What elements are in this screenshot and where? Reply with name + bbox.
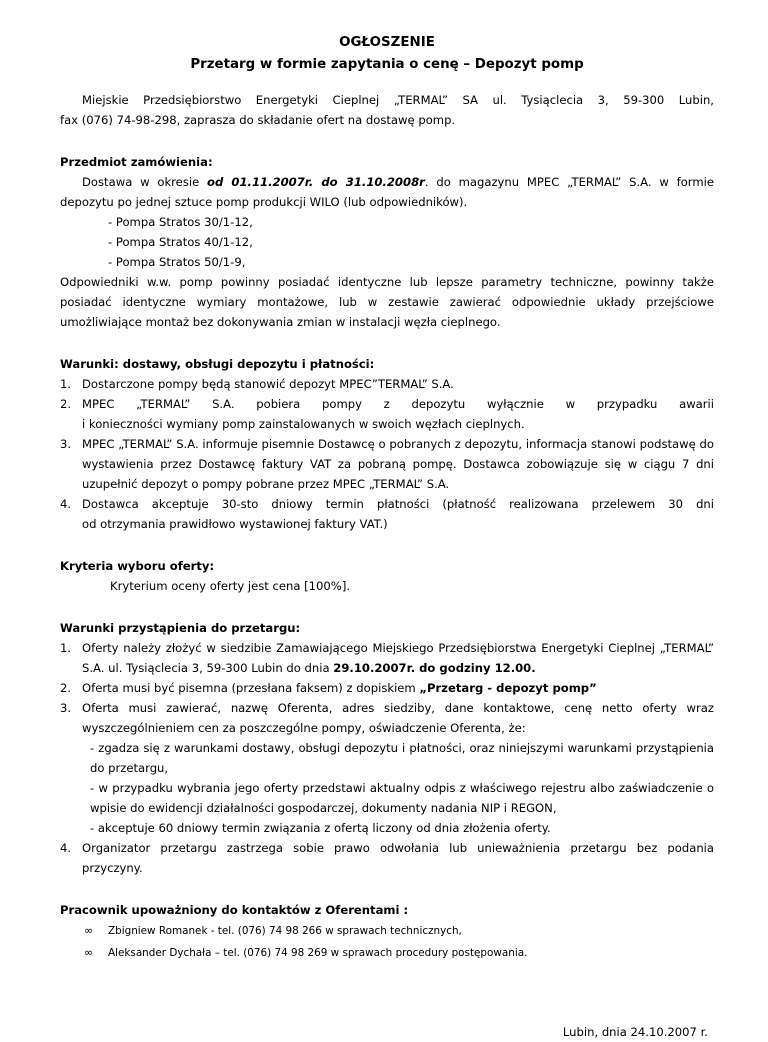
section-warunki: [60, 354, 714, 534]
przystapienie-list: [60, 638, 714, 738]
declaration-list: [60, 738, 714, 838]
list-item: [60, 494, 714, 534]
list-number: 4.: [60, 497, 72, 511]
section-kryteria: [60, 556, 714, 596]
list-item-text: Oferta musi zawierać, nazwę Oferenta, adres siedziby, dane kontaktowe, cenę netto oferty wraz wyszczególnieniem cen za poszczególne pompy, oświadczenie Oferenta, że:: [82, 701, 714, 735]
list-number: 1.: [60, 641, 72, 655]
contact-item: [60, 942, 714, 964]
contact-text: Zbigniew Romanek - tel. (076) 74 98 266 w sprawach technicznych,: [108, 925, 462, 937]
declaration-item: - akceptuje 60 dniowy termin związania z ofertą liczony od dnia złożenia oferty.: [90, 821, 551, 835]
infinity-bullet-icon: ∞: [84, 924, 94, 937]
przedmiot-paragraph-2: Odpowiedniki w.w. pomp powinny posiadać identyczne lub lepsze parametry techniczne, powinny także posiadać identyczne wymiary montażowe, lub w zestawie zawierać odpowiednie układy przejściowe umożliwiające montaż bez dokonywania zmian w instalacji węzła cieplnego.: [60, 275, 714, 329]
section-przedmiot: [60, 152, 714, 332]
declaration-item: - w przypadku wybrania jego oferty przedstawi aktualny odpis z właściwego rejestru albo zaświadczenie o wpisie do ewidencji działalności gospodarczej, dokumenty nadania NIP i REGON,: [90, 781, 714, 815]
list-number: 3.: [60, 437, 72, 451]
list-item-text-part: Oferta musi być pisemna (przesłana faksem) z dopiskiem: [82, 681, 420, 695]
list-item-text: [82, 638, 714, 678]
deadline-text: 29.10.2007r. do godziny 12.00.: [333, 661, 536, 675]
list-number: 2.: [60, 681, 72, 695]
pump-item: - Pompa Stratos 40/1-12,: [108, 235, 253, 249]
pump-item: - Pompa Stratos 50/1-9,: [108, 255, 246, 269]
list-number: 3.: [60, 701, 72, 715]
intro-paragraph: [60, 90, 714, 130]
document-title: OGŁOSZENIE: [339, 35, 435, 50]
offer-label-text: „Przetarg - depozyt pomp”: [419, 681, 597, 695]
przedmiot-paragraph-1-cont: depozytu po jednej sztuce pomp produkcji WILO (lub odpowiedników).: [60, 195, 468, 209]
contact-item: [60, 920, 714, 942]
section-heading-przedmiot: Przedmiot zamówienia:: [60, 155, 213, 169]
kryteria-text: Kryterium oceny oferty jest cena [100%].: [110, 579, 351, 593]
list-item-text: [82, 678, 714, 698]
contact-text: Aleksander Dychała – tel. (076) 74 98 269 w sprawach procedury postępowania.: [108, 947, 528, 959]
intro-line-1: Miejskie Przedsiębiorstwo Energetyki Cieplnej „TERMAL” SA ul. Tysiąclecia 3, 59-300 Lubin,: [82, 93, 714, 107]
infinity-bullet-icon: ∞: [84, 946, 94, 959]
section-heading-kryteria: Kryteria wyboru oferty:: [60, 559, 215, 573]
warunki-list: [60, 374, 714, 534]
intro-line-2: fax (076) 74-98-298, zaprasza do składanie ofert na dostawę pomp.: [60, 113, 456, 127]
document-page: [60, 32, 714, 1042]
list-number: 2.: [60, 397, 72, 411]
delivery-period: od 01.11.2007r. do 31.10.2008r: [207, 175, 425, 189]
list-item: [60, 638, 714, 678]
list-item: [60, 678, 714, 698]
document-subtitle: Przetarg w formie zapytania o cenę – Depozyt pomp: [190, 57, 584, 72]
list-item-text-cont: i konieczności wymiany pomp zainstalowanych w swoich węzłach cieplnych.: [82, 417, 525, 431]
list-item-text: Organizator przetargu zastrzega sobie prawo odwołania lub unieważnienia przetargu bez podania przyczyny.: [82, 841, 714, 875]
list-item: [60, 698, 714, 738]
pump-item: - Pompa Stratos 30/1-12,: [108, 215, 253, 229]
declaration-item: - zgadza się z warunkami dostawy, obsługi depozytu i płatności, oraz niniejszymi warunkami przystąpienia do przetargu,: [90, 741, 714, 775]
przedmiot-paragraph-1: [60, 172, 714, 192]
przedmiot-text-cont: . do magazynu MPEC „TERMAL” S.A. w formie: [424, 175, 715, 189]
signature-date: Lubin, dnia 24.10.2007 r.: [562, 1025, 708, 1039]
przystapienie-list-cont: [60, 838, 714, 878]
list-item: [60, 838, 714, 878]
przedmiot-text: Dostawa w okresie: [82, 175, 208, 189]
list-item: [60, 434, 714, 494]
section-kontakt: [60, 900, 714, 964]
list-item-text: Dostawca akceptuje 30-sto dniowy termin płatności (płatność realizowana przelewem 30 dni: [82, 497, 714, 511]
section-przystapienie: [60, 618, 714, 878]
section-heading-warunki: Warunki: dostawy, obsługi depozytu i płatności:: [60, 357, 375, 371]
list-number: 4.: [60, 841, 72, 855]
list-number: 1.: [60, 377, 72, 391]
list-item-text: Dostarczone pompy będą stanowić depozyt MPEC”TERMAL” S.A.: [82, 377, 454, 391]
list-item-text-cont: od otrzymania prawidłowo wystawionej faktury VAT.): [82, 517, 388, 531]
section-heading-kontakt: Pracownik upoważniony do kontaktów z Oferentami :: [60, 903, 409, 917]
list-item-text-part: Oferty należy złożyć w siedzibie Zamawiającego Miejskiego Przedsiębiorstwa Energetyki Cieplnej „TERMAL” S.A. ul. Tysiąclecia 3, 59-300 Lubin do dnia: [82, 641, 714, 675]
list-item: [60, 394, 714, 434]
section-heading-przystapienie: Warunki przystąpienia do przetargu:: [60, 621, 301, 635]
list-item-text: MPEC „TERMAL” S.A. informuje pisemnie Dostawcę o pobranych z depozytu, informacja stanowi podstawę do wystawienia przez Dostawcę faktury VAT za pobraną pompę. Dostawca zobowiązuje się w ciągu 7 dni uzupełnić depozyt o pompy pobrane przez MPEC „TERMAL” S.A.: [82, 437, 714, 491]
list-item-text: MPEC „TERMAL” S.A. pobiera pompy z depozytu wyłącznie w przypadku awarii: [82, 397, 714, 411]
list-item: [60, 374, 714, 394]
